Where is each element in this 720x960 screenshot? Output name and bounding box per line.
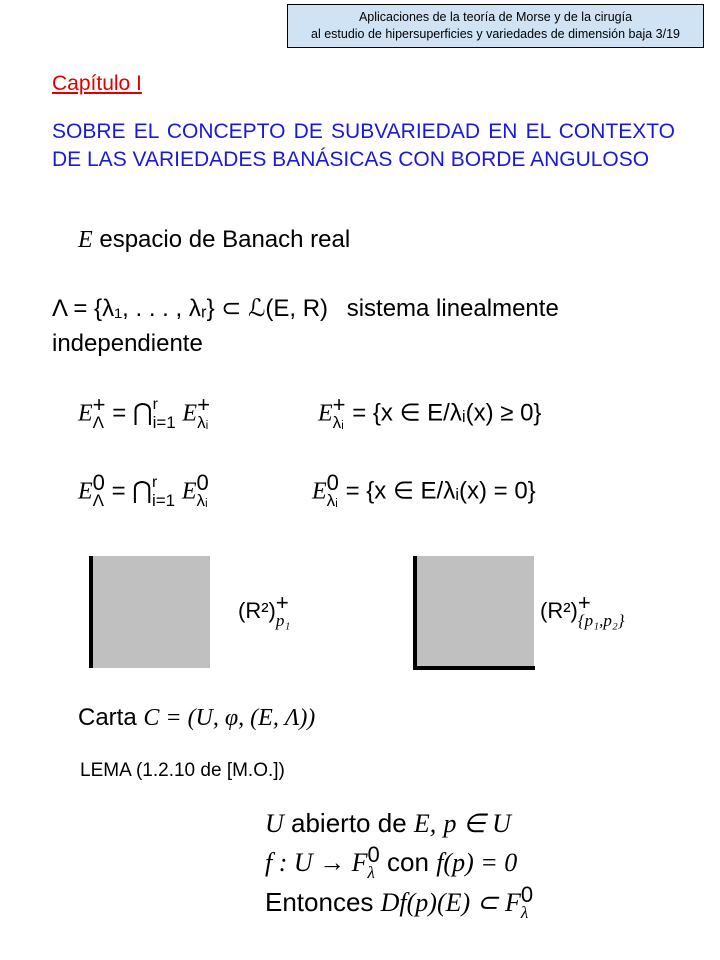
banach-text: espacio de Banach real (99, 226, 351, 253)
eplus-definition: = {x ∈ E/λᵢ(x) ≥ 0} (352, 399, 542, 427)
carta-word: Carta (78, 704, 137, 731)
carta-formula: C = (U, φ, (E, Λ)) (143, 705, 316, 731)
lambda-text-1: sistema linealmente (346, 295, 559, 322)
header-line-2: al estudio de hipersuperficies y variedades de dimensión baja 3/19 (311, 27, 680, 41)
lema-title: LEMA (1.2.10 de [M.O.]) (80, 760, 285, 781)
eplus-intersection: = ⋂ (112, 399, 153, 427)
quadrant-figure (414, 556, 534, 668)
lambda-line-2: independiente (52, 330, 203, 357)
quadrant-border-horizontal (413, 666, 535, 670)
section-title: SOBRE EL CONCEPTO DE SUBVARIEDAD EN EL CONTEXTO DE LAS VARIEDADES BANÁSICAS CON BORDE ANGULOSO (52, 120, 675, 171)
halfplane-border (89, 556, 93, 668)
carta-line (78, 704, 315, 732)
ezero-index: 0 Λ (92, 470, 105, 510)
eplus-range: r i=1 (152, 396, 176, 432)
eplus-line (78, 392, 210, 432)
eplus-def-line: E + λᵢ = {x ∈ E/λᵢ(x) ≥ 0} (318, 392, 542, 432)
banach-line (78, 226, 350, 254)
eplus-index: + Λ (92, 392, 106, 432)
lema-line-2: f : U → F 0 λ con f(p) = 0 (265, 842, 518, 882)
banach-E: E (78, 227, 93, 253)
lema-line-1: U abierto de E, p ∈ U (265, 808, 511, 838)
header-line-1: Aplicaciones de la teoría de Morse y de la cirugía (358, 10, 633, 24)
ezero-line: E 0 Λ = ⋂ r i=1 E 0 λᵢ (78, 470, 209, 510)
halfplane-label: (R²) + p₁ (238, 590, 291, 630)
eplus-E: E (78, 400, 93, 427)
quadrant-border-vertical (413, 556, 417, 670)
ezero-definition: = {x ∈ E/λᵢ(x) = 0} (345, 477, 536, 505)
halfplane-figure (90, 556, 210, 668)
quadrant-label: (R²) + {p₁,p₂} (540, 590, 625, 630)
chapter-title: Capítulo I (52, 72, 142, 95)
lema-line-3: Entonces Df(p)(E) ⊂ F 0 λ (265, 882, 534, 922)
eplus-i-index: + λᵢ (197, 392, 210, 432)
ezero-def-line: E 0 λᵢ = {x ∈ E/λᵢ(x) = 0} (312, 470, 536, 510)
eplus-Ei: E (182, 400, 198, 427)
lambda-line (52, 294, 559, 323)
lambda-definition: Λ = {λ₁, . . . , λᵣ} ⊂ ℒ(E, R) (52, 295, 329, 322)
slide-header (287, 4, 704, 48)
